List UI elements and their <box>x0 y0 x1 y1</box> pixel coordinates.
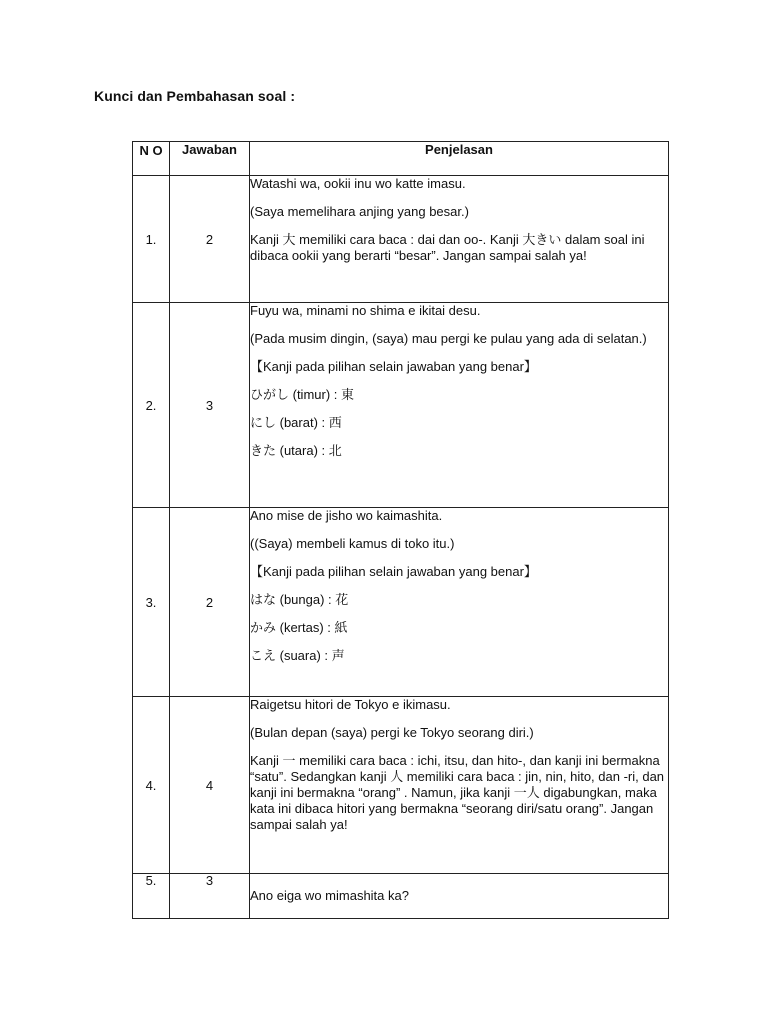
explanation-line: Ano eiga wo mimashita ka? <box>250 888 409 903</box>
table-row <box>133 697 669 874</box>
row-explanation <box>250 303 669 508</box>
row-answer: 2 <box>170 508 250 697</box>
answer-key-table <box>132 141 669 919</box>
explanation-line: Kanji 一 memiliki cara baca : ichi, itsu, dan hito-, dan kanji ini bermakna “satu”. Sedangkan kanji 人 memiliki cara baca : jin, nin, hito, dan -ri, dan kanji ini bermakna “orang” . Namun, jika kanji 一人 digabungkan, maka kata ini dibaca hitori yang bermakna “seorang diri/satu orang”. Jangan sampai salah ya! <box>250 753 665 832</box>
row-number: 2. <box>133 303 170 508</box>
explanation-line: 【Kanji pada pilihan selain jawaban yang benar】 <box>250 564 537 579</box>
row-explanation <box>250 874 669 919</box>
row-answer: 3 <box>170 874 250 919</box>
explanation-line: Watashi wa, ookii inu wo katte imasu. <box>250 176 466 191</box>
explanation-line: かみ (kertas) : 紙 <box>250 620 348 635</box>
explanation-line: にし (barat) : 西 <box>250 415 342 430</box>
explanation-line: きた (utara) : 北 <box>250 443 342 458</box>
row-answer: 2 <box>170 176 250 303</box>
explanation-line: 【Kanji pada pilihan selain jawaban yang benar】 <box>250 359 537 374</box>
explanation-line: ((Saya) membeli kamus di toko itu.) <box>250 536 455 551</box>
table-header-row <box>133 142 669 176</box>
table-row <box>133 303 669 508</box>
explanation-line: Ano mise de jisho wo kaimashita. <box>250 508 443 523</box>
row-explanation <box>250 176 669 303</box>
row-number: 1. <box>133 176 170 303</box>
row-number: 3. <box>133 508 170 697</box>
row-answer: 3 <box>170 303 250 508</box>
explanation-line: (Pada musim dingin, (saya) mau pergi ke pulau yang ada di selatan.) <box>250 331 647 346</box>
table-row <box>133 508 669 697</box>
table-row <box>133 176 669 303</box>
table-row <box>133 874 669 919</box>
row-explanation <box>250 697 669 874</box>
explanation-line: はな (bunga) : 花 <box>250 592 349 607</box>
header-explanation: Penjelasan <box>250 142 669 176</box>
row-answer: 4 <box>170 697 250 874</box>
header-no: N O <box>133 142 170 176</box>
explanation-line: ひがし (timur) : 東 <box>250 387 354 402</box>
row-number: 5. <box>133 874 170 919</box>
explanation-line: Raigetsu hitori de Tokyo e ikimasu. <box>250 697 451 712</box>
explanation-line: Kanji 大 memiliki cara baca : dai dan oo-. Kanji 大きい dalam soal ini dibaca ookii yang berarti “besar”. Jangan sampai salah ya! <box>250 232 645 263</box>
page-heading: Kunci dan Pembahasan soal : <box>94 88 296 104</box>
explanation-line: こえ (suara) : 声 <box>250 648 345 663</box>
explanation-line: (Bulan depan (saya) pergi ke Tokyo seorang diri.) <box>250 725 534 740</box>
explanation-line: (Saya memelihara anjing yang besar.) <box>250 204 469 219</box>
explanation-line: Fuyu wa, minami no shima e ikitai desu. <box>250 303 481 318</box>
header-answer: Jawaban <box>170 142 250 176</box>
row-explanation <box>250 508 669 697</box>
row-number: 4. <box>133 697 170 874</box>
